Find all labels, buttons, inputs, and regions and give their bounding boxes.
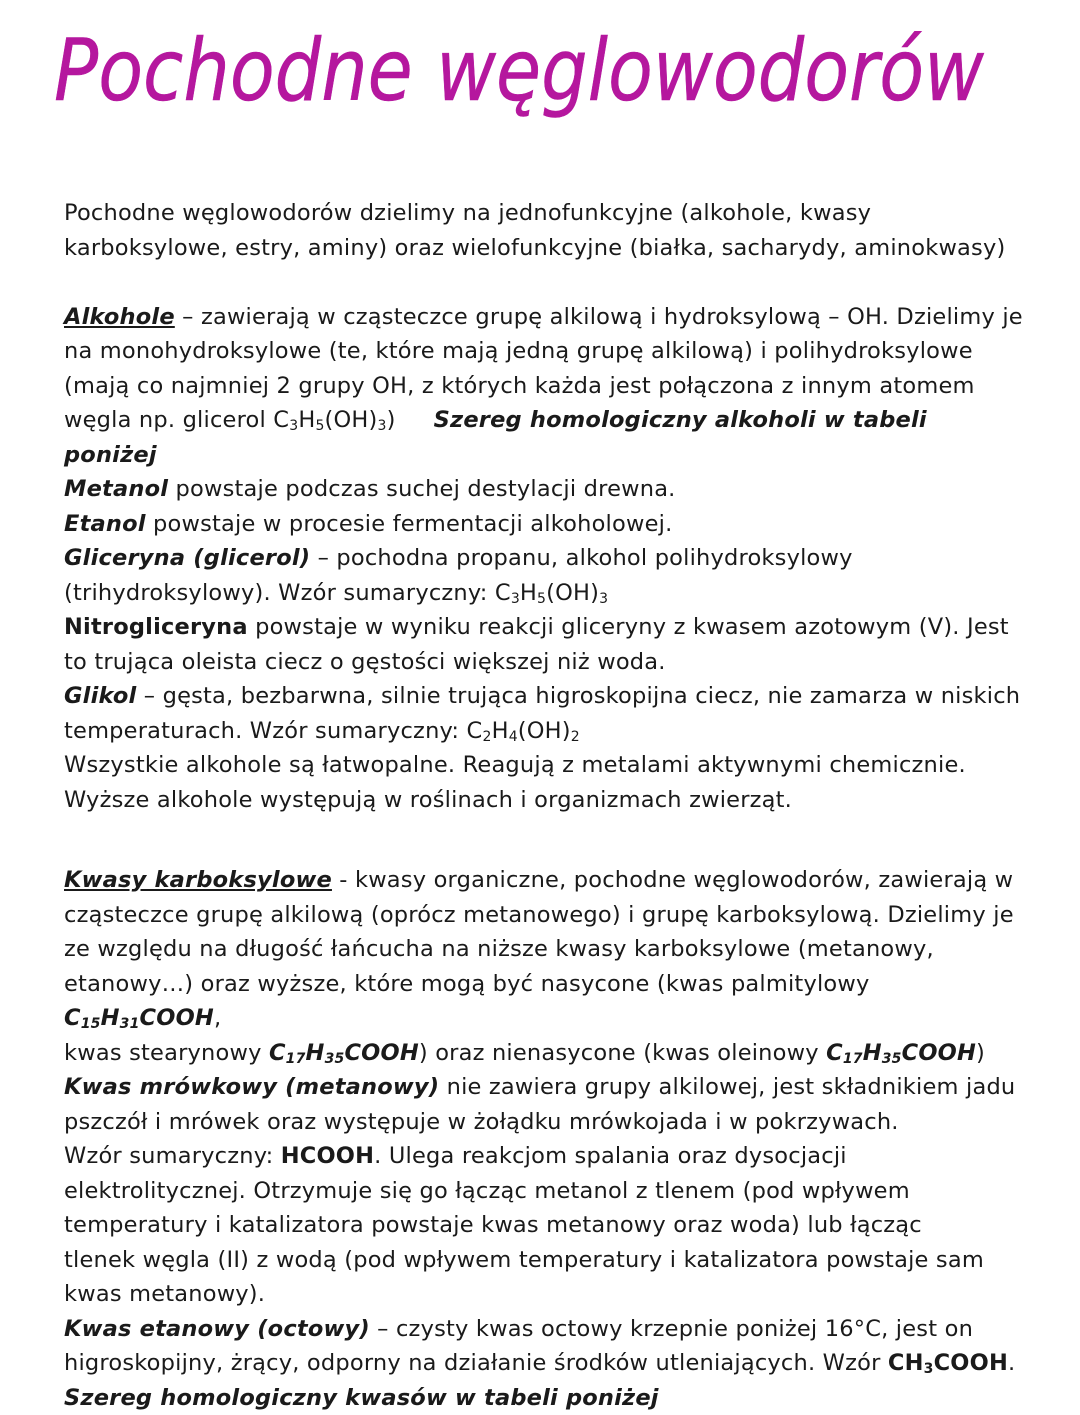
kwasy-section: Kwasy karboksylowe - kwasy organiczne, pochodne węglowodorów, zawierają w cząsteczce grupę alkilową (oprócz metanowego) i grupę karboksylową. Dzielimy je ze względu na długość łańcucha na niższe kwasy karboksylowe (metanowy, etanowy…) oraz wyższe, które mogą być nasycone (kwas palmitylowy $C_{15}H_{31}COOH$, kwas stearynowy $C_{17}H_{35}COOH$) oraz nienasycone (kwas oleinowy $C_{17}H_{35}COOH$) Kwas mrówkowy (metanowy) nie zawiera grupy alkilowej, jest składnikiem jadu pszczół i mrówek oraz występuje w żołądku mrówkojada i w pokrzywach. Wzór sumaryczny: HCOOH. Ulega reakcjom spalania oraz dysocjacji elektrolitycznej. Otrzymuje się go łącząc metanol z tlenem (pod wpływem temperatury i katalizatora powstaje kwas metanowy oraz woda) lub łącząc tlenek węgla (II) z wodą (pod wpływem temperatury i katalizatora powstaje sam kwas metanowy). Kwas etanowy (octowy) – czysty kwas octowy krzepnie poniżej 16°C, jest on higroskopijny, żrący, odporny na działanie środków utleniających. Wzór $CH_3COOH$. Szereg homologiczny kwasów w tabeli poniżej: [64, 867, 1016, 1411]
formula-ch3cooh: $CH_3COOH$: [887, 1350, 1008, 1377]
term-gliceryna: Gliceryna (glicerol): [64, 545, 311, 571]
term-kwas-octowy: Kwas etanowy (octowy): [64, 1315, 370, 1342]
alkohole-heading: Alkohole: [64, 303, 175, 330]
page-title: [50, 8, 1030, 158]
intro-paragraph: Pochodne węglowodorów dzielimy na jednofunkcyjne (alkohole, kwasy karboksylowe, estry, aminy) oraz wielofunkcyjne (białka, sacharydy, aminokwasy): [64, 200, 1006, 261]
page-title-text: Pochodne węglowodorów: [54, 21, 985, 121]
term-nitrogliceryna: Nitrogliceryna: [64, 614, 248, 640]
kwasy-series-note: Szereg homologiczny kwasów w tabeli poniżej: [64, 1384, 659, 1411]
term-metanol: Metanol: [64, 476, 169, 502]
document-body: [64, 196, 1024, 1415]
term-glikol: Glikol: [64, 683, 137, 709]
kwasy-heading: Kwasy karboksylowe: [64, 867, 332, 893]
term-kwas-mrowkowy: Kwas mrówkowy (metanowy): [64, 1074, 440, 1100]
formula-hcooh: HCOOH: [280, 1143, 375, 1169]
alkohole-section: Alkohole – zawierają w cząsteczce grupę alkilową i hydroksylową – OH. Dzielimy je na monohydroksylowe (te, które mają jedną grupę alkilową) i polihydroksylowe (mają co najmniej 2 grupy OH, z których każda jest połączona z innym atomem węgla np. glicerol $C_3H_5(OH)_3$) Szereg homologiczny alkoholi w tabeli poniżej Metanol powstaje podczas suchej destylacji drewna. Etanol powstaje w procesie fermentacji alkoholowej. Gliceryna (glicerol) – pochodna propanu, alkohol polihydroksylowy (trihydroksylowy). Wzór sumaryczny: $C_3H_5(OH)_3$ Nitrogliceryna powstaje w wyniku reakcji gliceryny z kwasem azotowym (V). Jest to trująca oleista ciecz o gęstości większej niż woda. Glikol – gęsta, bezbarwna, silnie trująca higroskopijna ciecz, nie zamarza w niskich temperaturach. Wzór sumaryczny: $C_2H_4(OH)_2$ Wszystkie alkohole są łatwopalne. Reagują z metalami aktywnymi chemicznie. Wyższe alkohole występują w roślinach i organizmach zwierząt.: [64, 303, 1023, 813]
formula-palmitylowy: $C_{15}H_{31}COOH$: [64, 1005, 214, 1032]
formula-stearynowy: $C_{17}H_{35}COOH$: [268, 1039, 419, 1067]
formula-oleinowy: $C_{17}H_{35}COOH$: [826, 1039, 977, 1067]
term-etanol: Etanol: [64, 510, 146, 537]
alkohole-series-note: Szereg homologiczny alkoholi w tabeli poniżej: [64, 407, 927, 468]
